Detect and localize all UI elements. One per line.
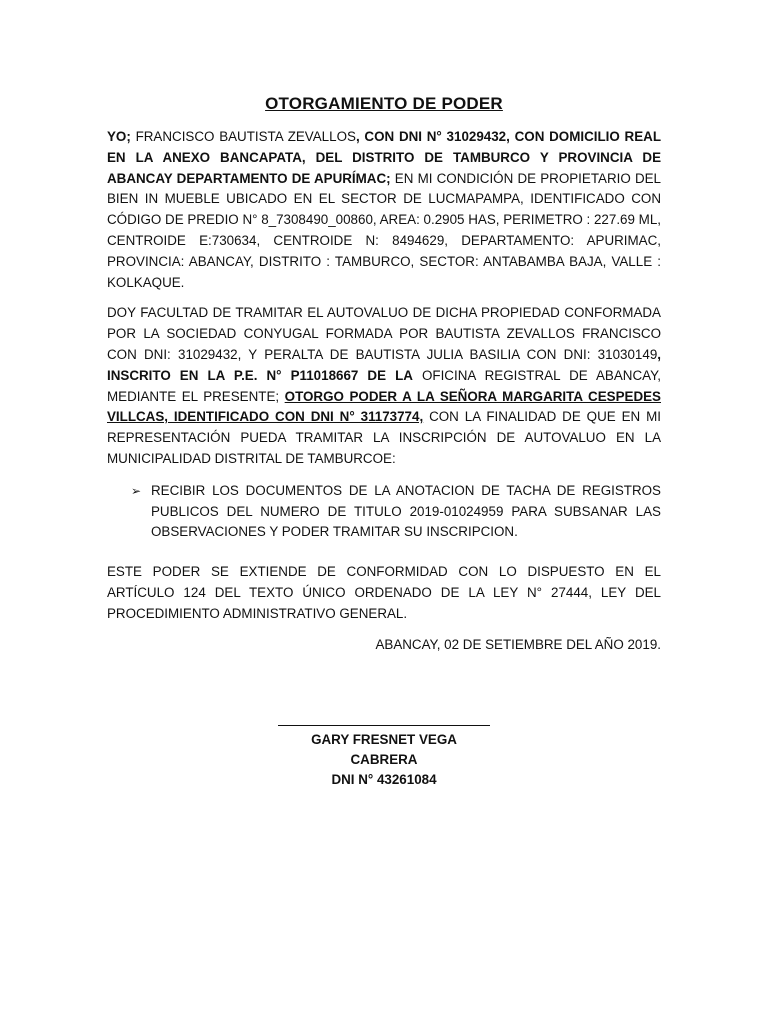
paragraph-power-intro: DOY FACULTAD DE TRAMITAR EL AUTOVALUO DE DICHA PROPIEDAD CONFORMADA POR LA SOCIEDAD CONYUGAL FORMADA POR BAUTISTA ZEVALLOS FRANCISCO CON DNI: 31029432, Y PERALTA DE BAUTISTA JULIA BASILIA CON DNI: 31030149 [107,305,661,362]
list-item-text: RECIBIR LOS DOCUMENTOS DE LA ANOTACION DE TACHA DE REGISTROS PUBLICOS DEL NUMERO DE TITULO 2019-01024959 PARA SUBSANAR LAS OBSERVACIONES Y PODER TRAMITAR SU INSCRIPCION. [151,482,661,540]
document-title: OTORGAMIENTO DE PODER [265,94,503,113]
paragraph-grantor-property: EN MI CONDICIÓN DE PROPIETARIO DEL BIEN IN MUEBLE UBICADO EN EL SECTOR DE LUCMAPAMPA, IDENTIFICADO CON CÓDIGO DE PREDIO N° 8_7308490_00860, AREA: 0.2905 HAS, PERIMETRO : 227.69 ML, CENTROIDE E:730634, CENTROIDE N: 8494629, DEPARTAMENTO: APURIMAC, PROVINCIA: ABANCAY, DISTRITO : TAMBURCO, SECTOR: ANTABAMBA BAJA, VALLE : KOLKAQUE. [107,170,661,290]
paragraph-power [107,303,661,469]
paragraph-grantor [107,127,661,293]
signer-dni: DNI N° 43261084 [331,772,437,787]
paragraph-legal-basis: ESTE PODER SE EXTIENDE DE CONFORMIDAD CON LO DISPUESTO EN EL ARTÍCULO 124 DEL TEXTO ÚNICO ORDENADO DE LA LEY N° 27444, LEY DEL PROCEDIMIENTO ADMINISTRATIVO GENERAL. [107,564,661,621]
signer-name: GARY FRESNET VEGA CABRERA [311,732,457,767]
signature-block [278,725,490,790]
paragraph-grantor-yo: YO; [107,129,131,144]
arrowhead-bullet-icon: ➢ [131,483,142,498]
document-date: ABANCAY, 02 DE SETIEMBRE DEL AÑO 2019. [375,636,661,652]
signature-line [278,725,490,726]
list-item [107,481,661,543]
paragraph-power-grant: OTORGO PODER A LA SEÑORA MARGARITA CESPEDES VILLCAS, IDENTIFICADO CON DNI N° 31173774, [107,388,661,425]
paragraph-grantor-name: FRANCISCO BAUTISTA ZEVALLOS [130,129,356,144]
document-body [107,94,661,655]
paragraph-grantor-identity: , CON DNI N° 31029432, CON DOMICILIO REAL EN LA ANEXO BANCAPATA, DEL DISTRITO DE TAMBURCO Y PROVINCIA DE ABANCAY DEPARTAMENTO DE APURÍMAC; [107,129,662,186]
paragraph-power-office: OFICINA REGISTRAL DE ABANCAY, MEDIANTE EL PRESENTE; [107,367,661,404]
paragraph-power-registry: , INSCRITO EN LA P.E. N° P11018667 DE LA [107,346,661,383]
paragraph-power-purpose: CON LA FINALIDAD DE QUE EN MI REPRESENTACIÓN PUEDA TRAMITAR LA INSCRIPCIÓN DE AUTOVALUO EN LA MUNICIPALIDAD DISTRITAL DE TAMBURCOE: [107,409,661,466]
